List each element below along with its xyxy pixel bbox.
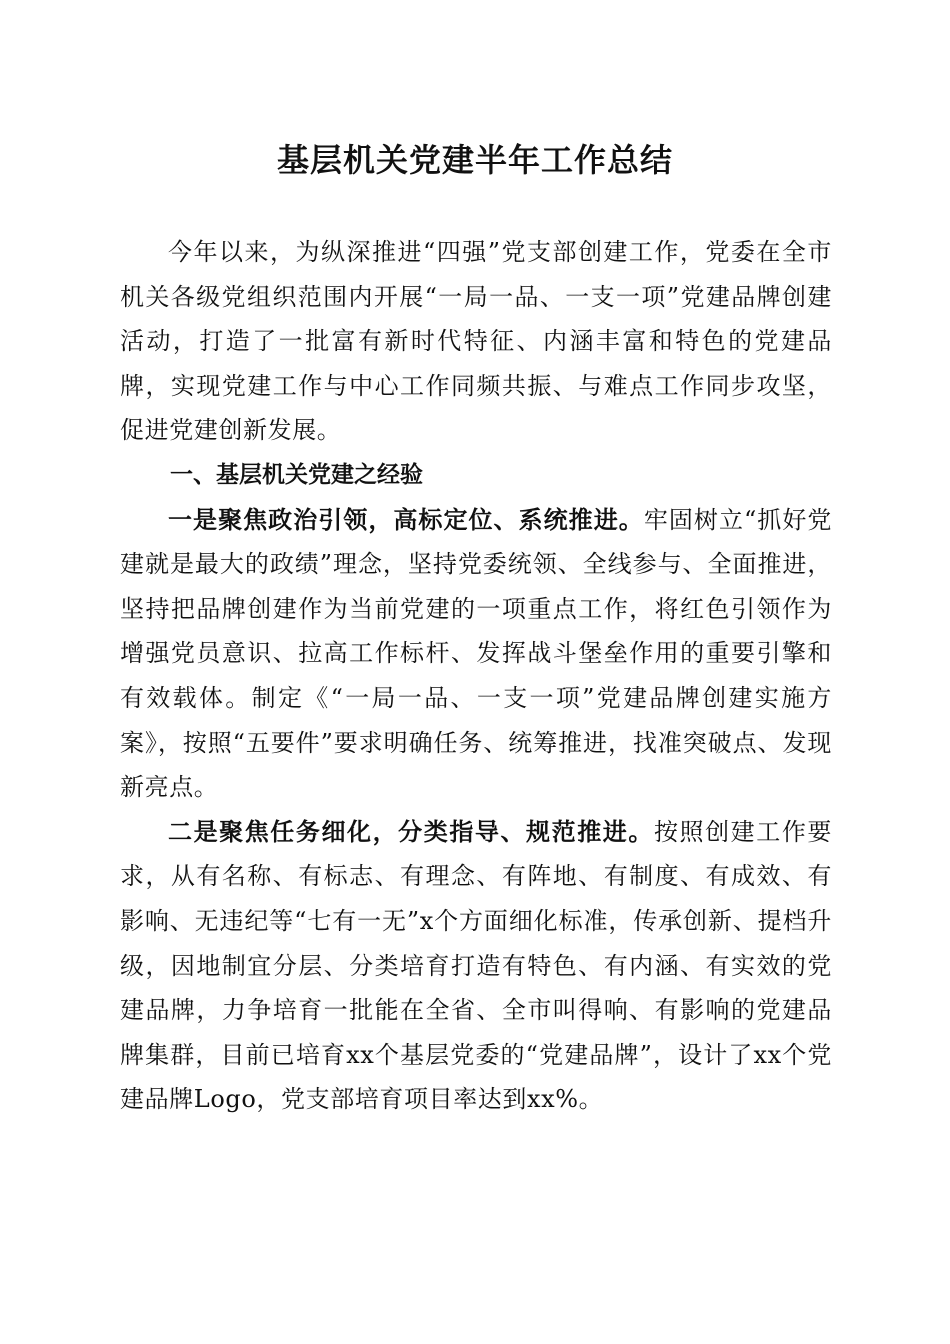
document-title: 基层机关党建半年工作总结	[276, 141, 673, 179]
item-lead-2: 二是聚焦任务细化，分类指导、规范推进。	[168, 816, 654, 846]
item-text-2: 按照创建工作要求，从有名称、有标志、有理念、有阵地、有制度、有成效、有影响、无违纪等“七有一无”x个方面细化标准，传承创新、提档升级，因地制宜分层、分类培育打造有特色、有内涵、有实效的党建品牌，力争培育一批能在全省、全市叫得响、有影响的党建品牌集群，目前已培育xx个基层党委的“党建品牌”，设计了xx个党建品牌Logo，党支部培育项目率达到xx%。	[120, 817, 832, 1114]
section-heading: 一、基层机关党建之经验	[170, 461, 423, 488]
item-lead-1: 一是聚焦政治引领，高标定位、系统推进。	[168, 504, 644, 534]
item-text-1: 牢固树立“抓好党建就是最大的政绩”理念，坚持党委统领、全线参与、全面推进，坚持把品牌创建作为当前党建的一项重点工作，将红色引领作为增强党员意识、拉高工作标杆、发挥战斗堡垒作用的重要引擎和有效载体。制定《“一局一品、一支一项”党建品牌创建实施方案》，按照“五要件”要求明确任务、统筹推进，找准突破点、发现新亮点。	[120, 505, 832, 802]
document-body	[120, 230, 832, 1122]
item-paragraph-1	[120, 498, 832, 810]
item-paragraph-2	[120, 810, 832, 1122]
intro-paragraph: 今年以来，为纵深推进“四强”党支部创建工作，党委在全市机关各级党组织范围内开展“一局一品、一支一项”党建品牌创建活动，打造了一批富有新时代特征、内涵丰富和特色的党建品牌，实现党建工作与中心工作同频共振、与难点工作同步攻坚，促进党建创新发展。	[120, 238, 832, 445]
